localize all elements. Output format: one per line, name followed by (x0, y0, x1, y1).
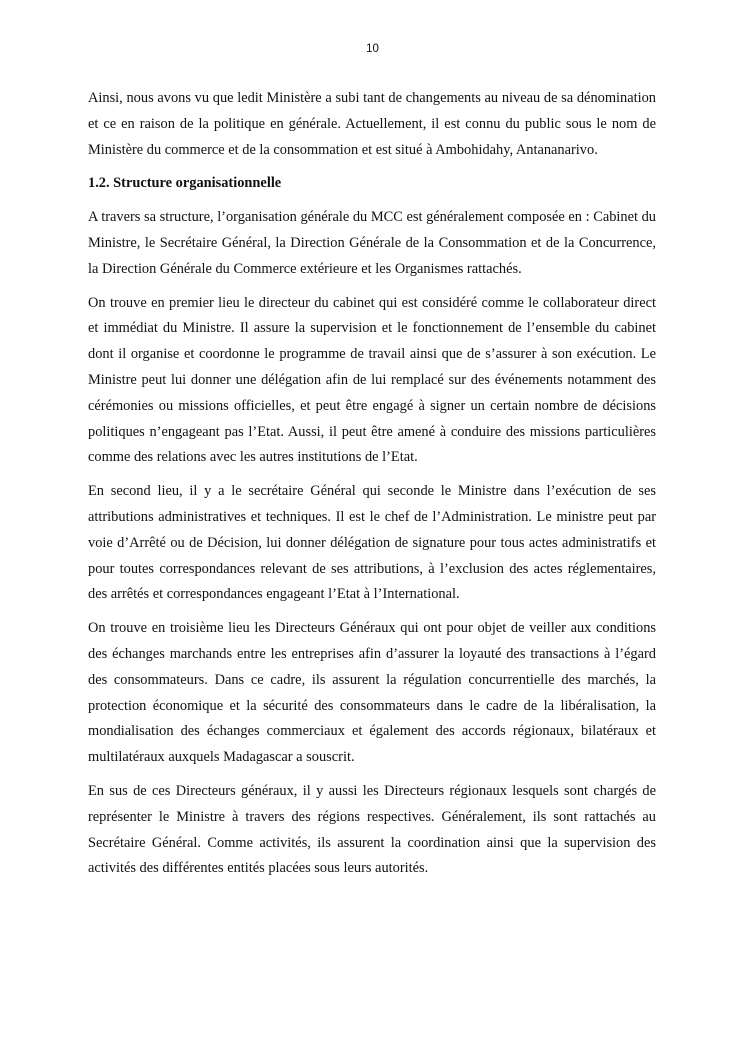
paragraph-secretaire-general: En second lieu, il y a le secrétaire Général qui seconde le Ministre dans l’exécution de ses attributions administratives et techniques. Il est le chef de l’Administration. Le ministre peut par voie d’Arrêté ou de Décision, lui donner délégation de signature pour tous actes administratifs et pour toutes correspondances relevant de ses attributions, à l’exclusion des actes réglementaires, des arrêtés et correspondances engageant l’Etat à l’International. (88, 483, 656, 603)
section-heading: 1.2. Structure organisationnelle (88, 175, 282, 192)
paragraph-directeurs-regionaux: En sus de ces Directeurs généraux, il y aussi les Directeurs régionaux lesquels sont chargés de représenter le Ministre à travers des régions respectives. Généralement, ils sont rattachés au Secrétaire Général. Comme activités, ils assurent la coordination ainsi que la supervision des activités des différentes entités placées sous leurs autorités. (88, 782, 656, 877)
page-number: 10 (366, 43, 379, 55)
paragraph-directeurs-generaux: On trouve en troisième lieu les Directeurs Généraux qui ont pour objet de veiller aux conditions des échanges marchands entre les entreprises afin d’assurer la loyauté des transactions à l’égard des consommateurs. Dans ce cadre, ils assurent la régulation concurrentielle des marchés, la protection économique et la sécurité des consommateurs dans le cadre de la libéralisation, la mondialisation des échanges commerciaux et également des accords régionaux, bilatéraux et multilatéraux auxquels Madagascar a souscrit. (88, 620, 656, 766)
paragraph-structure: A travers sa structure, l’organisation générale du MCC est généralement composée en : Cabinet du Ministre, le Secrétaire Général, la Direction Générale de la Consommation et de la Concurrence, la Direction Générale du Commerce extérieure et les Organismes rattachés. (88, 209, 656, 277)
document-body (88, 86, 656, 882)
paragraph-intro: Ainsi, nous avons vu que ledit Ministère a subi tant de changements au niveau de sa dénomination et ce en raison de la politique en générale. Actuellement, il est connu du public sous le nom de Ministère du commerce et de la consommation et est situé à Ambohidahy, Antananarivo. (88, 90, 656, 158)
paragraph-cabinet: On trouve en premier lieu le directeur du cabinet qui est considéré comme le collaborateur direct et immédiat du Ministre. Il assure la supervision et le fonctionnement de l’ensemble du cabinet dont il organise et coordonne le programme de travail ainsi que de s’assurer à son exécution. Le Ministre peut lui donner une délégation afin de lui remplacé sur des événements notamment des cérémonies ou missions officielles, et peut être engagé à signer un certain nombre de décisions politiques n’engageant pas l’Etat. Aussi, il peut être amené à conduire des missions particulières comme des relations avec les autres institutions de l’Etat. (88, 294, 656, 466)
